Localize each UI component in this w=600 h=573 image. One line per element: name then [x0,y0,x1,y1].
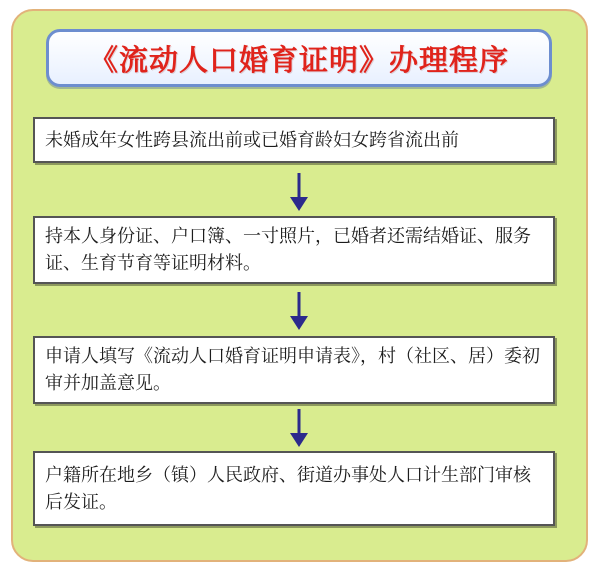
step-text-2: 持本人身份证、户口簿、一寸照片，已婚者还需结婚证、服务证、生育节育等证明材料。 [45,226,531,274]
arrow-down-icon [286,171,312,213]
page-title: 《流动人口婚育证明》办理程序 [88,42,509,77]
step-box-2 [33,216,555,284]
step-text-4: 户籍所在地乡（镇）人民政府、街道办事处人口计生部门审核后发证。 [45,464,531,513]
arrow-down-icon [286,407,312,449]
step-box-3 [33,336,555,404]
step-box-4 [33,451,555,526]
arrow-down-icon [286,290,312,332]
title-banner [46,29,552,87]
step-text-3: 申请人填写《流动人口婚育证明申请表》，村（社区、居）委初审并加盖意见。 [45,346,540,394]
step-text-1: 未婚成年女性跨县流出前或已婚育龄妇女跨省流出前 [45,129,459,151]
step-box-1 [33,117,555,163]
